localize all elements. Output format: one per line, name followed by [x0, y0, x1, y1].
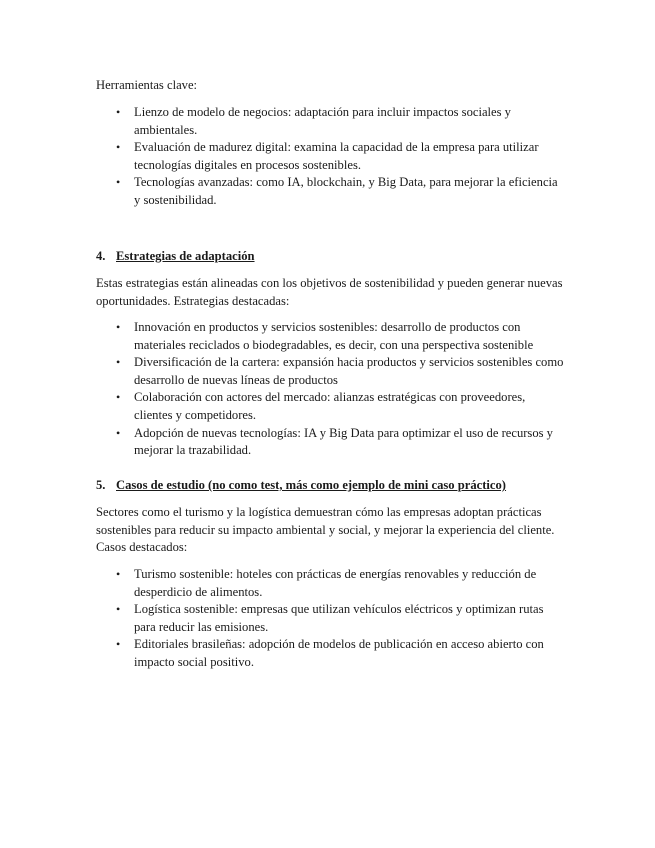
list-item: • Innovación en productos y servicios sostenibles: desarrollo de productos con materiales reciclados o biodegradables, es decir, con una perspectiva sostenible [116, 320, 534, 352]
bullet-icon: • [116, 105, 121, 119]
bullet-icon: • [116, 390, 121, 405]
list-item: • Logística sostenible: empresas que utilizan vehículos eléctricos y optimizan rutas para reducir las emisiones. [116, 602, 544, 634]
section-5-title: Casos de estudio (no como test, más como ejemplo de mini caso práctico) [116, 478, 507, 492]
section-4-number: 4. [96, 249, 106, 263]
bullet-icon: • [116, 637, 121, 652]
section-4-list [96, 319, 566, 460]
section-4-heading [96, 248, 566, 266]
list-item: • Turismo sostenible: hoteles con prácticas de energías renovables y reducción de desperdicio de alimentos. [116, 567, 537, 599]
section-5-paragraph: Sectores como el turismo y la logística demuestran cómo las empresas adoptan prácticas sostenibles para reducir su impacto ambiental y social, y mejorar la experiencia del cliente. Casos destacados: [96, 505, 555, 555]
list-item: • Lienzo de modelo de negocios: adaptación para incluir impactos sociales y ambientales. [116, 105, 511, 137]
bullet-icon: • [116, 425, 121, 440]
tools-intro: Herramientas clave: [96, 78, 198, 92]
section-4-title: Estrategias de adaptación [116, 249, 255, 263]
tools-list [96, 104, 566, 210]
list-item: • Tecnologías avanzadas: como IA, blockchain, y Big Data, para mejorar la eficiencia y sostenibilidad. [116, 175, 558, 207]
section-5-number: 5. [96, 478, 106, 492]
bullet-icon: • [116, 320, 121, 334]
bullet-icon: • [116, 355, 121, 370]
list-item: • Colaboración con actores del mercado: alianzas estratégicas con proveedores, clientes y competidores. [116, 390, 526, 422]
section-5-heading [96, 477, 566, 495]
list-item: • Evaluación de madurez digital: examina la capacidad de la empresa para utilizar tecnologías digitales en procesos sostenibles. [116, 140, 539, 172]
section-5-list [96, 566, 566, 672]
bullet-icon: • [116, 175, 121, 190]
bullet-icon: • [116, 140, 121, 155]
section-4-paragraph: Estas estrategias están alineadas con los objetivos de sostenibilidad y pueden generar nuevas oportunidades. Estrategias destacadas: [96, 276, 563, 308]
bullet-icon: • [116, 567, 121, 581]
list-item: • Diversificación de la cartera: expansión hacia productos y servicios sostenibles como desarrollo de nuevas líneas de productos [116, 355, 564, 387]
bullet-icon: • [116, 602, 121, 617]
list-item: • Adopción de nuevas tecnologías: IA y Big Data para optimizar el uso de recursos y mejorar la trazabilidad. [116, 425, 553, 458]
list-item: • Editoriales brasileñas: adopción de modelos de publicación en acceso abierto con impacto social positivo. [116, 637, 544, 669]
